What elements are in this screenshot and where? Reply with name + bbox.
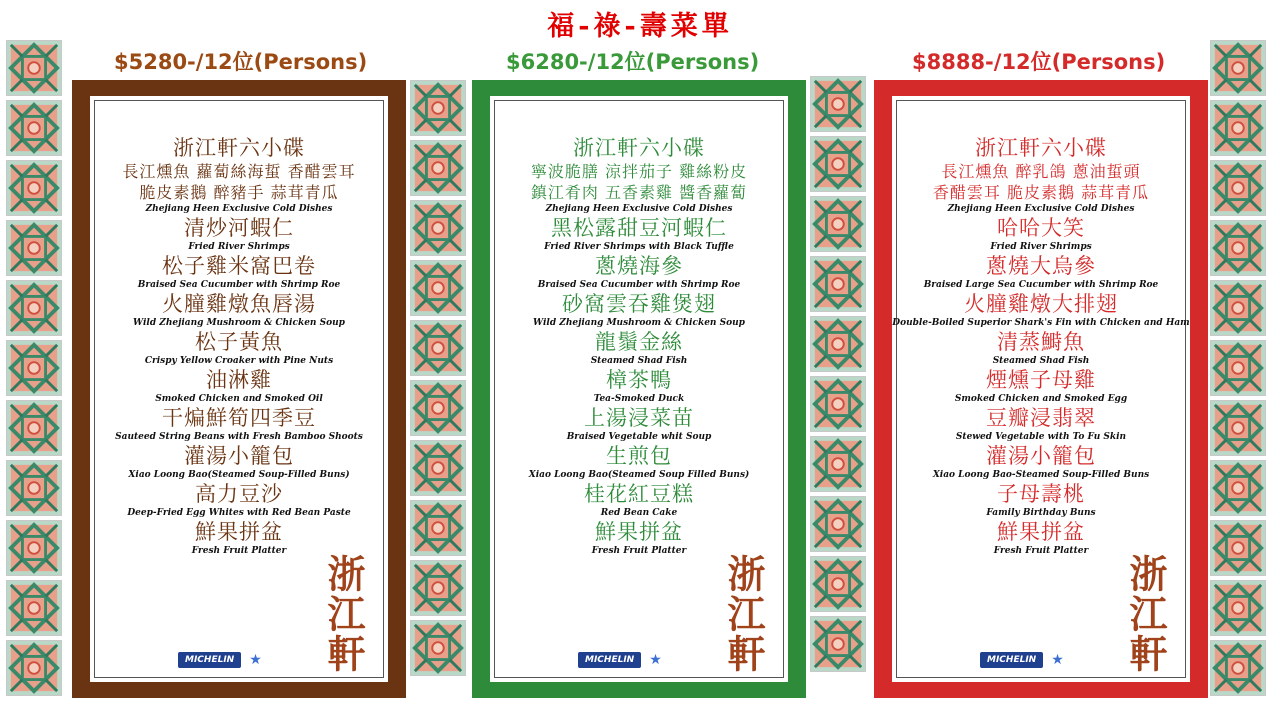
menu-card xyxy=(90,96,388,682)
dish-name-zh: 油淋雞 xyxy=(206,368,272,392)
menu-item xyxy=(490,136,788,216)
cold-dish-list: 香醋雲耳 脆皮素鵝 蒜茸青瓜 xyxy=(932,183,1150,202)
dish-name-en: Sauteed String Beans with Fresh Bamboo Shoots xyxy=(115,432,363,442)
dish-name-zh: 清蒸鰣魚 xyxy=(997,330,1085,354)
decorative-tile xyxy=(810,316,866,372)
menu-item xyxy=(892,406,1190,444)
menu-item xyxy=(892,292,1190,330)
michelin-badge xyxy=(178,652,262,668)
decorative-tile xyxy=(6,280,62,336)
menu-item xyxy=(490,254,788,292)
menu-item xyxy=(90,482,388,520)
decorative-tile xyxy=(6,580,62,636)
dish-name-en: Steamed Shad Fish xyxy=(590,356,688,366)
decorative-tile xyxy=(410,500,466,556)
star-icon: ★ xyxy=(649,652,662,668)
decorative-tile xyxy=(1210,640,1266,696)
dish-name-zh: 鮮果拼盆 xyxy=(997,520,1085,544)
dish-name-en: Fried River Shrimps xyxy=(990,242,1092,252)
menu-card xyxy=(490,96,788,682)
decorative-tile xyxy=(1210,460,1266,516)
dish-name-en: Red Bean Cake xyxy=(600,508,678,518)
menu-item xyxy=(90,368,388,406)
dish-name-en: Xiao Loong Bao-Steamed Soup-Filled Buns xyxy=(932,470,1150,480)
menu-item xyxy=(90,254,388,292)
decorative-tile xyxy=(810,556,866,612)
dish-name-en: Braised Sea Cucumber with Shrimp Roe xyxy=(137,280,341,290)
dish-name-zh: 砂窩雲吞雞煲翅 xyxy=(562,292,716,316)
menu-panel-3 xyxy=(874,80,1208,698)
decorative-tile xyxy=(810,136,866,192)
decorative-tile xyxy=(1210,220,1266,276)
dish-name-en: Fresh Fruit Platter xyxy=(993,546,1089,556)
menu-item xyxy=(490,368,788,406)
restaurant-logo: 浙江軒 xyxy=(1123,554,1168,674)
menu-panel-1 xyxy=(72,80,406,698)
decorative-tile xyxy=(410,560,466,616)
menu-list xyxy=(490,136,788,558)
menu-item xyxy=(90,520,388,558)
dish-name-en: Deep-Fried Egg Whites with Red Bean Paste xyxy=(127,508,351,518)
decorative-tile xyxy=(410,620,466,676)
dish-name-zh: 灌湯小籠包 xyxy=(986,444,1096,468)
decorative-tile xyxy=(1210,100,1266,156)
dish-name-en: Xiao Loong Bao(Steamed Soup-Filled Buns) xyxy=(128,470,350,480)
dish-name-en: Steamed Shad Fish xyxy=(992,356,1090,366)
dish-name-zh: 豆瓣浸翡翠 xyxy=(986,406,1096,430)
dish-name-zh: 火膧雞燉魚唇湯 xyxy=(162,292,316,316)
dish-name-en: Crispy Yellow Croaker with Pine Nuts xyxy=(144,356,334,366)
menu-item xyxy=(90,136,388,216)
page-title: 福-祿-壽菜單 xyxy=(547,11,733,42)
dish-name-en: Fresh Fruit Platter xyxy=(591,546,687,556)
dish-name-zh: 松子雞米窩巴卷 xyxy=(162,254,316,278)
menu-item xyxy=(90,330,388,368)
dish-name-zh: 浙江軒六小碟 xyxy=(173,136,305,160)
decorative-tile xyxy=(410,320,466,376)
price-header-1: $5280-/12位(Persons) xyxy=(114,50,368,74)
michelin-logo: MICHELIN xyxy=(578,652,641,668)
menu-item xyxy=(892,444,1190,482)
dish-name-en: Smoked Chicken and Smoked Egg xyxy=(954,394,1128,404)
dish-name-zh: 蔥燒海參 xyxy=(595,254,683,278)
dish-name-zh: 樟茶鴨 xyxy=(606,368,672,392)
dish-name-zh: 火膧雞燉大排翅 xyxy=(964,292,1118,316)
dish-name-en: Double-Boiled Superior Shark's Fin with Chicken and Ham xyxy=(892,318,1190,328)
menu-item xyxy=(490,216,788,254)
decorative-tile xyxy=(810,256,866,312)
restaurant-logo: 浙江軒 xyxy=(721,554,766,674)
decorative-tile xyxy=(810,376,866,432)
decorative-tile xyxy=(6,460,62,516)
decorative-tile xyxy=(6,640,62,696)
menu-item xyxy=(892,482,1190,520)
dish-name-en: Smoked Chicken and Smoked Oil xyxy=(155,394,323,404)
decorative-tile xyxy=(6,100,62,156)
tile-column-mid-left xyxy=(410,80,468,680)
dish-name-en: Tea-Smoked Duck xyxy=(593,394,685,404)
decorative-tile xyxy=(410,260,466,316)
dish-name-zh: 蔥燒大烏參 xyxy=(986,254,1096,278)
dish-name-zh: 桂花紅豆糕 xyxy=(584,482,694,506)
dish-name-zh: 子母壽桃 xyxy=(997,482,1085,506)
menu-panel-2 xyxy=(472,80,806,698)
dish-name-en: Family Birthday Buns xyxy=(986,508,1096,518)
dish-name-zh: 龍鬚金絲 xyxy=(595,330,683,354)
dish-name-en: Fried River Shrimps with Black Tuffle xyxy=(544,242,734,252)
dish-name-zh: 干煸鮮筍四季豆 xyxy=(162,406,316,430)
menu-card xyxy=(892,96,1190,682)
decorative-tile xyxy=(1210,580,1266,636)
dish-name-zh: 鮮果拼盆 xyxy=(195,520,283,544)
decorative-tile xyxy=(410,200,466,256)
michelin-logo: MICHELIN xyxy=(980,652,1043,668)
menu-item xyxy=(490,292,788,330)
decorative-tile xyxy=(1210,520,1266,576)
dish-name-en: Xiao Loong Bao(Steamed Soup Filled Buns) xyxy=(528,470,750,480)
menu-item xyxy=(892,136,1190,216)
dish-name-zh: 浙江軒六小碟 xyxy=(573,136,705,160)
decorative-tile xyxy=(1210,160,1266,216)
cold-dish-list: 長江燻魚 蘿蔔絲海蜇 香醋雲耳 xyxy=(122,162,356,181)
menu-list xyxy=(892,136,1190,558)
decorative-tile xyxy=(410,80,466,136)
decorative-tile xyxy=(6,40,62,96)
decorative-tile xyxy=(6,160,62,216)
dish-name-en: Fried River Shrimps xyxy=(188,242,290,252)
dish-name-en: Fresh Fruit Platter xyxy=(191,546,287,556)
menu-item xyxy=(892,254,1190,292)
restaurant-logo: 浙江軒 xyxy=(321,554,366,674)
menu-item xyxy=(90,444,388,482)
dish-name-zh: 松子黃魚 xyxy=(195,330,283,354)
dish-name-en: Braised Vegetable whit Soup xyxy=(566,432,712,442)
dish-name-en: Zhejiang Heen Exclusive Cold Dishes xyxy=(545,204,733,214)
cold-dish-list: 寧波脆膳 涼拌茄子 雞絲粉皮 xyxy=(530,162,748,181)
decorative-tile xyxy=(810,76,866,132)
dish-name-zh: 哈哈大笑 xyxy=(997,216,1085,240)
dish-name-en: Braised Large Sea Cucumber with Shrimp Roe xyxy=(923,280,1159,290)
menu-item xyxy=(892,330,1190,368)
dish-name-zh: 高力豆沙 xyxy=(195,482,283,506)
dish-name-zh: 清炒河蝦仁 xyxy=(184,216,294,240)
michelin-badge xyxy=(578,652,662,668)
decorative-tile xyxy=(810,496,866,552)
dish-name-zh: 灌湯小籠包 xyxy=(184,444,294,468)
menu-item xyxy=(892,216,1190,254)
price-header-3: $8888-/12位(Persons) xyxy=(912,50,1166,74)
menu-item xyxy=(892,368,1190,406)
dish-name-en: Zhejiang Heen Exclusive Cold Dishes xyxy=(145,204,333,214)
dish-name-en: Braised Sea Cucumber with Shrimp Roe xyxy=(537,280,741,290)
dish-name-zh: 鮮果拼盆 xyxy=(595,520,683,544)
tile-column-right xyxy=(1210,40,1268,700)
dish-name-zh: 黑松露甜豆河蝦仁 xyxy=(551,216,727,240)
michelin-logo: MICHELIN xyxy=(178,652,241,668)
star-icon: ★ xyxy=(249,652,262,668)
dish-name-zh: 浙江軒六小碟 xyxy=(975,136,1107,160)
menu-item xyxy=(90,292,388,330)
decorative-tile xyxy=(6,400,62,456)
menu-item xyxy=(490,482,788,520)
decorative-tile xyxy=(810,616,866,672)
decorative-tile xyxy=(6,340,62,396)
price-header-2: $6280-/12位(Persons) xyxy=(506,50,760,74)
dish-name-zh: 生煎包 xyxy=(606,444,672,468)
decorative-tile xyxy=(1210,280,1266,336)
dish-name-en: Wild Zhejiang Mushroom & Chicken Soup xyxy=(133,318,345,328)
dish-name-en: Zhejiang Heen Exclusive Cold Dishes xyxy=(947,204,1135,214)
decorative-tile xyxy=(1210,400,1266,456)
michelin-badge xyxy=(980,652,1064,668)
cold-dish-list: 長江燻魚 醉乳鴿 蔥油蜇頭 xyxy=(941,162,1141,181)
menu-item xyxy=(490,406,788,444)
decorative-tile xyxy=(410,140,466,196)
menu-item xyxy=(490,520,788,558)
cold-dish-list: 脆皮素鵝 醉豬手 蒜茸青瓜 xyxy=(139,183,339,202)
decorative-tile xyxy=(1210,40,1266,96)
cold-dish-list: 鎮江肴肉 五香素雞 醬香蘿蔔 xyxy=(530,183,748,202)
tile-column-left xyxy=(6,40,64,700)
menu-list xyxy=(90,136,388,558)
menu-item xyxy=(892,520,1190,558)
decorative-tile xyxy=(410,440,466,496)
decorative-tile xyxy=(6,520,62,576)
decorative-tile xyxy=(810,436,866,492)
star-icon: ★ xyxy=(1051,652,1064,668)
decorative-tile xyxy=(6,220,62,276)
decorative-tile xyxy=(410,380,466,436)
dish-name-zh: 煙燻子母雞 xyxy=(986,368,1096,392)
menu-item xyxy=(490,444,788,482)
decorative-tile xyxy=(810,196,866,252)
dish-name-en: Stewed Vegetable with To Fu Skin xyxy=(955,432,1127,442)
menu-item xyxy=(90,406,388,444)
menu-item xyxy=(90,216,388,254)
menu-item xyxy=(490,330,788,368)
tile-column-mid-right xyxy=(810,76,868,676)
dish-name-en: Wild Zhejiang Mushroom & Chicken Soup xyxy=(533,318,745,328)
decorative-tile xyxy=(1210,340,1266,396)
dish-name-zh: 上湯浸菜苗 xyxy=(584,406,694,430)
